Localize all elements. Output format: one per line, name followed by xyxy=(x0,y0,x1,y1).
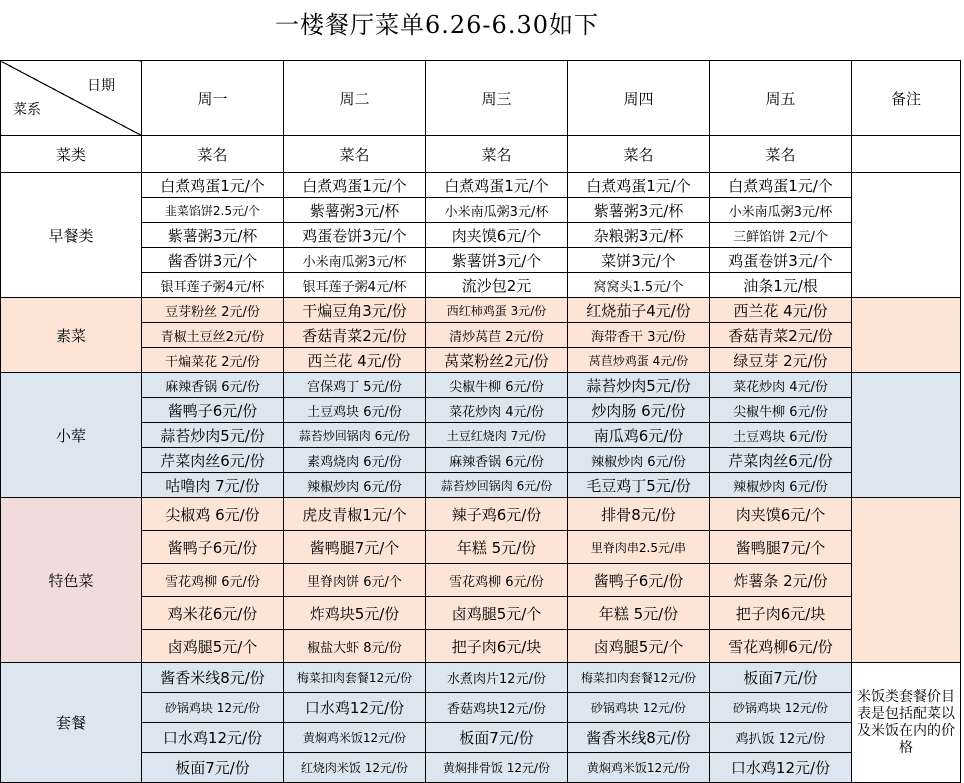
dish-cell-fri: 雪花鸡柳6元/份 xyxy=(710,630,852,663)
dish-cell-fri: 小米南瓜粥3元/杯 xyxy=(710,198,852,223)
menu-row xyxy=(1,753,961,783)
dish-cell-mon: 酱香饼3元/个 xyxy=(142,248,284,273)
subheader-row xyxy=(1,136,961,173)
section-set-meal-label: 套餐 xyxy=(1,663,142,783)
dish-cell-thu: 辣椒炒肉 6元/份 xyxy=(568,448,710,473)
dish-cell-thu: 红烧茄子4元/份 xyxy=(568,298,710,323)
menu-table xyxy=(0,60,961,783)
dish-cell-fri: 炸薯条 2元/份 xyxy=(710,564,852,597)
dish-cell-wed: 香菇鸡块12元/份 xyxy=(426,693,568,723)
dish-cell-fri: 辣椒炒肉 6元/份 xyxy=(710,473,852,498)
dish-cell-thu: 酱鸭子6元/份 xyxy=(568,564,710,597)
menu-row xyxy=(1,423,961,448)
dish-cell-mon: 干煸菜花 2元/份 xyxy=(142,348,284,373)
day-header-tue: 周二 xyxy=(284,61,426,136)
dish-cell-wed: 土豆红烧肉 7元/份 xyxy=(426,423,568,448)
dish-cell-wed: 白煮鸡蛋1元/个 xyxy=(426,173,568,198)
dish-cell-fri: 芹菜肉丝6元/份 xyxy=(710,448,852,473)
dish-cell-tue: 香菇青菜2元/份 xyxy=(284,323,426,348)
dish-cell-thu: 排骨8元/份 xyxy=(568,498,710,531)
menu-row xyxy=(1,693,961,723)
dish-header: 菜名 xyxy=(710,136,852,173)
menu-row xyxy=(1,564,961,597)
dish-cell-wed: 紫薯饼3元/个 xyxy=(426,248,568,273)
dish-cell-fri: 酱鸭腿7元/个 xyxy=(710,531,852,564)
note-empty-cell xyxy=(852,136,961,173)
day-header-thu: 周四 xyxy=(568,61,710,136)
dish-cell-tue: 素鸡烧肉 6元/份 xyxy=(284,448,426,473)
dish-cell-fri: 鸡蛋卷饼3元/个 xyxy=(710,248,852,273)
dish-cell-thu: 窝窝头1.5元/个 xyxy=(568,273,710,298)
menu-row xyxy=(1,473,961,498)
dish-cell-mon: 尖椒鸡 6元/份 xyxy=(142,498,284,531)
dish-cell-tue: 炸鸡块5元/份 xyxy=(284,597,426,630)
dish-cell-tue: 红烧肉米饭 12元/份 xyxy=(284,753,426,783)
dish-cell-tue: 辣椒炒肉 6元/份 xyxy=(284,473,426,498)
menu-row xyxy=(1,248,961,273)
dish-cell-mon: 韭菜馅饼2.5元/个 xyxy=(142,198,284,223)
dish-cell-mon: 酱鸭子6元/份 xyxy=(142,398,284,423)
dish-cell-wed: 水煮肉片12元/份 xyxy=(426,663,568,693)
dish-cell-fri: 把子肉6元/块 xyxy=(710,597,852,630)
dish-cell-wed: 流沙包2元 xyxy=(426,273,568,298)
dish-cell-wed: 莴菜粉丝2元/份 xyxy=(426,348,568,373)
note-empty-cell xyxy=(852,373,961,498)
dish-cell-tue: 西兰花 4元/份 xyxy=(284,348,426,373)
dish-cell-mon: 砂锅鸡块 12元/份 xyxy=(142,693,284,723)
dish-cell-thu: 黄焖鸡米饭12元/份 xyxy=(568,753,710,783)
dish-cell-mon: 蒜苔炒肉5元/份 xyxy=(142,423,284,448)
dish-cell-tue: 虎皮青椒1元/个 xyxy=(284,498,426,531)
dish-header: 菜名 xyxy=(284,136,426,173)
dish-cell-wed: 尖椒牛柳 6元/份 xyxy=(426,373,568,398)
dish-cell-wed: 菜花炒肉 4元/份 xyxy=(426,398,568,423)
dish-cell-fri: 三鲜馅饼 2元/个 xyxy=(710,223,852,248)
page-title: 一楼餐厅菜单6.26-6.30如下 xyxy=(275,11,599,39)
dish-cell-tue: 口水鸡12元/份 xyxy=(284,693,426,723)
dish-cell-fri: 绿豆芽 2元/份 xyxy=(710,348,852,373)
menu-row xyxy=(1,173,961,198)
dish-header: 菜名 xyxy=(568,136,710,173)
dish-cell-mon: 白煮鸡蛋1元/个 xyxy=(142,173,284,198)
dish-cell-mon: 麻辣香锅 6元/份 xyxy=(142,373,284,398)
dish-cell-mon: 豆芽粉丝 2元/份 xyxy=(142,298,284,323)
dish-cell-mon: 板面7元/份 xyxy=(142,753,284,783)
menu-row xyxy=(1,531,961,564)
dish-cell-thu: 酱香米线8元/份 xyxy=(568,723,710,753)
dish-cell-fri: 鸡扒饭 12元/份 xyxy=(710,723,852,753)
dish-cell-fri: 口水鸡12元/份 xyxy=(710,753,852,783)
dish-cell-wed: 板面7元/份 xyxy=(426,723,568,753)
note-empty-cell xyxy=(852,498,961,663)
note-header: 备注 xyxy=(852,61,961,136)
dish-cell-tue: 蒜苔炒回锅肉 6元/份 xyxy=(284,423,426,448)
dish-cell-fri: 油条1元/根 xyxy=(710,273,852,298)
section-breakfast-label: 早餐类 xyxy=(1,173,142,298)
dish-cell-tue: 鸡蛋卷饼3元/个 xyxy=(284,223,426,248)
dish-cell-wed: 蒜苔炒回锅肉 6元/份 xyxy=(426,473,568,498)
dish-cell-tue: 土豆鸡块 6元/份 xyxy=(284,398,426,423)
day-header-wed: 周三 xyxy=(426,61,568,136)
dish-cell-wed: 西红柿鸡蛋 3元/份 xyxy=(426,298,568,323)
note-empty-cell xyxy=(852,298,961,373)
menu-row xyxy=(1,298,961,323)
dish-cell-tue: 椒盐大虾 8元/份 xyxy=(284,630,426,663)
dish-cell-fri: 菜花炒肉 4元/份 xyxy=(710,373,852,398)
dish-cell-thu: 蒜苔炒肉5元/份 xyxy=(568,373,710,398)
dish-cell-wed: 麻辣香锅 6元/份 xyxy=(426,448,568,473)
dish-cell-tue: 里脊肉饼 6元/个 xyxy=(284,564,426,597)
dish-cell-wed: 辣子鸡6元/份 xyxy=(426,498,568,531)
dish-cell-fri: 砂锅鸡块 12元/份 xyxy=(710,693,852,723)
dish-cell-fri: 尖椒牛柳 6元/份 xyxy=(710,398,852,423)
dish-cell-mon: 紫薯粥3元/杯 xyxy=(142,223,284,248)
menu-row xyxy=(1,398,961,423)
dish-cell-fri: 土豆鸡块 6元/份 xyxy=(710,423,852,448)
dish-cell-thu: 卤鸡腿5元/个 xyxy=(568,630,710,663)
dish-cell-thu: 白煮鸡蛋1元/个 xyxy=(568,173,710,198)
dish-cell-thu: 海带香干 3元/份 xyxy=(568,323,710,348)
dish-header: 菜名 xyxy=(426,136,568,173)
dish-header: 菜名 xyxy=(142,136,284,173)
set-meal-note-text: 米饭类套餐价目表是包括配菜以及米饭在内的价格 xyxy=(857,688,955,756)
dish-cell-wed: 把子肉6元/块 xyxy=(426,630,568,663)
dish-cell-fri: 西兰花 4元/份 xyxy=(710,298,852,323)
dish-cell-thu: 里脊肉串2.5元/串 xyxy=(568,531,710,564)
menu-row xyxy=(1,630,961,663)
menu-row xyxy=(1,323,961,348)
dish-cell-fri: 肉夹馍6元/个 xyxy=(710,498,852,531)
dish-cell-thu: 毛豆鸡丁5元/份 xyxy=(568,473,710,498)
dish-cell-mon: 酱鸭子6元/份 xyxy=(142,531,284,564)
set-meal-note xyxy=(852,663,961,783)
dish-cell-tue: 黄焖鸡米饭12元/份 xyxy=(284,723,426,753)
header-row xyxy=(1,61,961,136)
menu-row xyxy=(1,273,961,298)
dish-cell-thu: 莴苣炒鸡蛋 4元/份 xyxy=(568,348,710,373)
dish-cell-thu: 菜饼3元/个 xyxy=(568,248,710,273)
dish-cell-tue: 紫薯粥3元/杯 xyxy=(284,198,426,223)
dish-cell-wed: 小米南瓜粥3元/杯 xyxy=(426,198,568,223)
menu-row xyxy=(1,448,961,473)
dish-cell-fri: 白煮鸡蛋1元/个 xyxy=(710,173,852,198)
note-empty-cell xyxy=(852,173,961,298)
dish-cell-mon: 酱香米线8元/份 xyxy=(142,663,284,693)
menu-row xyxy=(1,348,961,373)
dish-cell-wed: 年糕 5元/份 xyxy=(426,531,568,564)
dish-cell-thu: 杂粮粥3元/杯 xyxy=(568,223,710,248)
section-specialty-label: 特色菜 xyxy=(1,498,142,663)
section-vegetable-label: 素菜 xyxy=(1,298,142,373)
menu-row xyxy=(1,198,961,223)
dish-cell-wed: 卤鸡腿5元/个 xyxy=(426,597,568,630)
menu-row xyxy=(1,373,961,398)
menu-row xyxy=(1,723,961,753)
day-header-fri: 周五 xyxy=(710,61,852,136)
dish-cell-thu: 砂锅鸡块 12元/份 xyxy=(568,693,710,723)
menu-row xyxy=(1,597,961,630)
dish-cell-wed: 雪花鸡柳 6元/份 xyxy=(426,564,568,597)
section-small-meat-label: 小荤 xyxy=(1,373,142,498)
dish-cell-wed: 黄焖排骨饭 12元/份 xyxy=(426,753,568,783)
dish-cell-thu: 年糕 5元/份 xyxy=(568,597,710,630)
dish-cell-thu: 紫薯粥3元/杯 xyxy=(568,198,710,223)
dish-cell-wed: 肉夹馍6元/个 xyxy=(426,223,568,248)
dish-cell-mon: 银耳莲子粥4元/杯 xyxy=(142,273,284,298)
category-header: 菜类 xyxy=(1,136,142,173)
dish-cell-tue: 干煸豆角3元/份 xyxy=(284,298,426,323)
corner-header-cell xyxy=(1,61,142,136)
dish-cell-thu: 梅菜扣肉套餐12元/份 xyxy=(568,663,710,693)
dish-cell-tue: 白煮鸡蛋1元/个 xyxy=(284,173,426,198)
dish-cell-tue: 酱鸭腿7元/个 xyxy=(284,531,426,564)
corner-date-label: 日期 xyxy=(87,78,115,94)
dish-cell-mon: 芹菜肉丝6元/份 xyxy=(142,448,284,473)
dish-cell-wed: 清炒莴苣 2元/份 xyxy=(426,323,568,348)
menu-row xyxy=(1,223,961,248)
day-header-mon: 周一 xyxy=(142,61,284,136)
menu-row xyxy=(1,498,961,531)
dish-cell-tue: 梅菜扣肉套餐12元/份 xyxy=(284,663,426,693)
dish-cell-thu: 炒肉肠 6元/份 xyxy=(568,398,710,423)
menu-row xyxy=(1,663,961,693)
dish-cell-fri: 板面7元/份 xyxy=(710,663,852,693)
dish-cell-mon: 雪花鸡柳 6元/份 xyxy=(142,564,284,597)
dish-cell-mon: 青椒土豆丝2元/份 xyxy=(142,323,284,348)
dish-cell-mon: 鸡米花6元/份 xyxy=(142,597,284,630)
dish-cell-tue: 银耳莲子粥4元/杯 xyxy=(284,273,426,298)
dish-cell-mon: 咕噜肉 7元/份 xyxy=(142,473,284,498)
dish-cell-mon: 卤鸡腿5元/个 xyxy=(142,630,284,663)
dish-cell-fri: 香菇青菜2元/份 xyxy=(710,323,852,348)
dish-cell-tue: 宫保鸡丁 5元/份 xyxy=(284,373,426,398)
dish-cell-tue: 小米南瓜粥3元/杯 xyxy=(284,248,426,273)
corner-category-label: 菜系 xyxy=(13,102,41,118)
dish-cell-mon: 口水鸡12元/份 xyxy=(142,723,284,753)
dish-cell-thu: 南瓜鸡6元/份 xyxy=(568,423,710,448)
